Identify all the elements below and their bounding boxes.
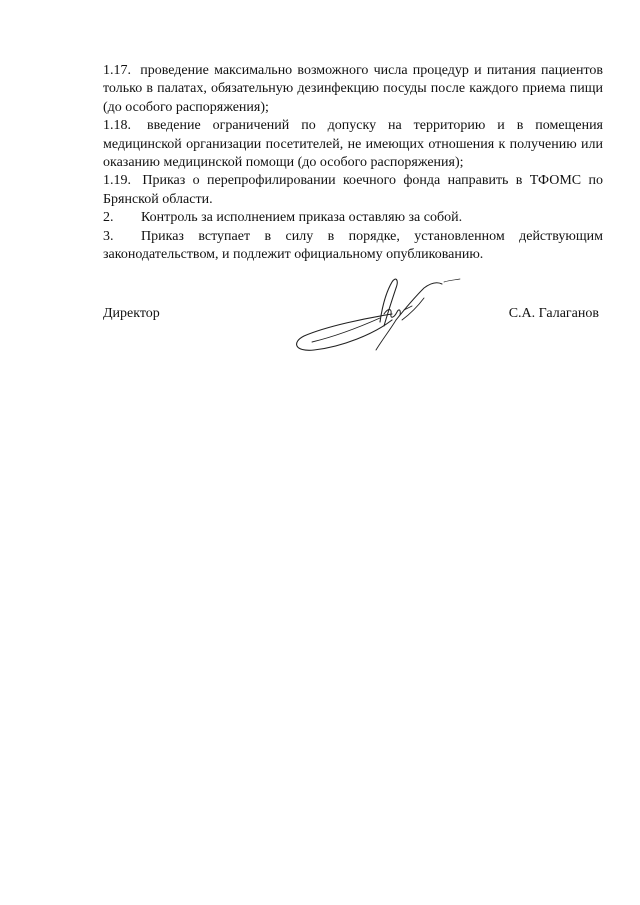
- paragraph-text: Приказ вступает в силу в порядке, установленном действующим законодательством, и подлежит официальному опубликованию.: [103, 228, 603, 263]
- paragraph-number: 1.19.: [103, 173, 131, 189]
- paragraph-text: введение ограничений по допуску на территорию и в помещения медицинской организации посетителей, не имеющих отношения к получению или оказанию медицинской помощи (до особого распоряжения);: [103, 118, 604, 171]
- paragraph-text: Контроль за исполнением приказа оставляю за собой.: [141, 210, 463, 226]
- paragraph-text: Приказ о перепрофилировании коечного фонда направить в ТФОМС по Брянской области.: [103, 173, 603, 207]
- paragraph-1-18: [103, 117, 603, 172]
- signer-name: С.А. Галаганов: [508, 306, 599, 321]
- document-body: [103, 62, 603, 264]
- paragraph-1-17: [103, 62, 603, 117]
- paragraph-2: [103, 209, 603, 227]
- signer-title: Директор: [103, 306, 160, 321]
- paragraph-number: 1.18.: [103, 118, 131, 134]
- paragraph-number: 2.: [103, 210, 114, 226]
- paragraph-number: 1.17.: [103, 63, 131, 78]
- paragraph-number: 3.: [103, 228, 114, 244]
- paragraph-text: проведение максимально возможного числа процедур и питания пациентов только в палатах, обязательную дезинфекцию посуды после каждого приема пищи (до особого распоряжения);: [103, 63, 604, 115]
- paragraph-1-19: [103, 172, 603, 209]
- handwritten-signature: [292, 270, 472, 355]
- paragraph-3: [103, 228, 603, 265]
